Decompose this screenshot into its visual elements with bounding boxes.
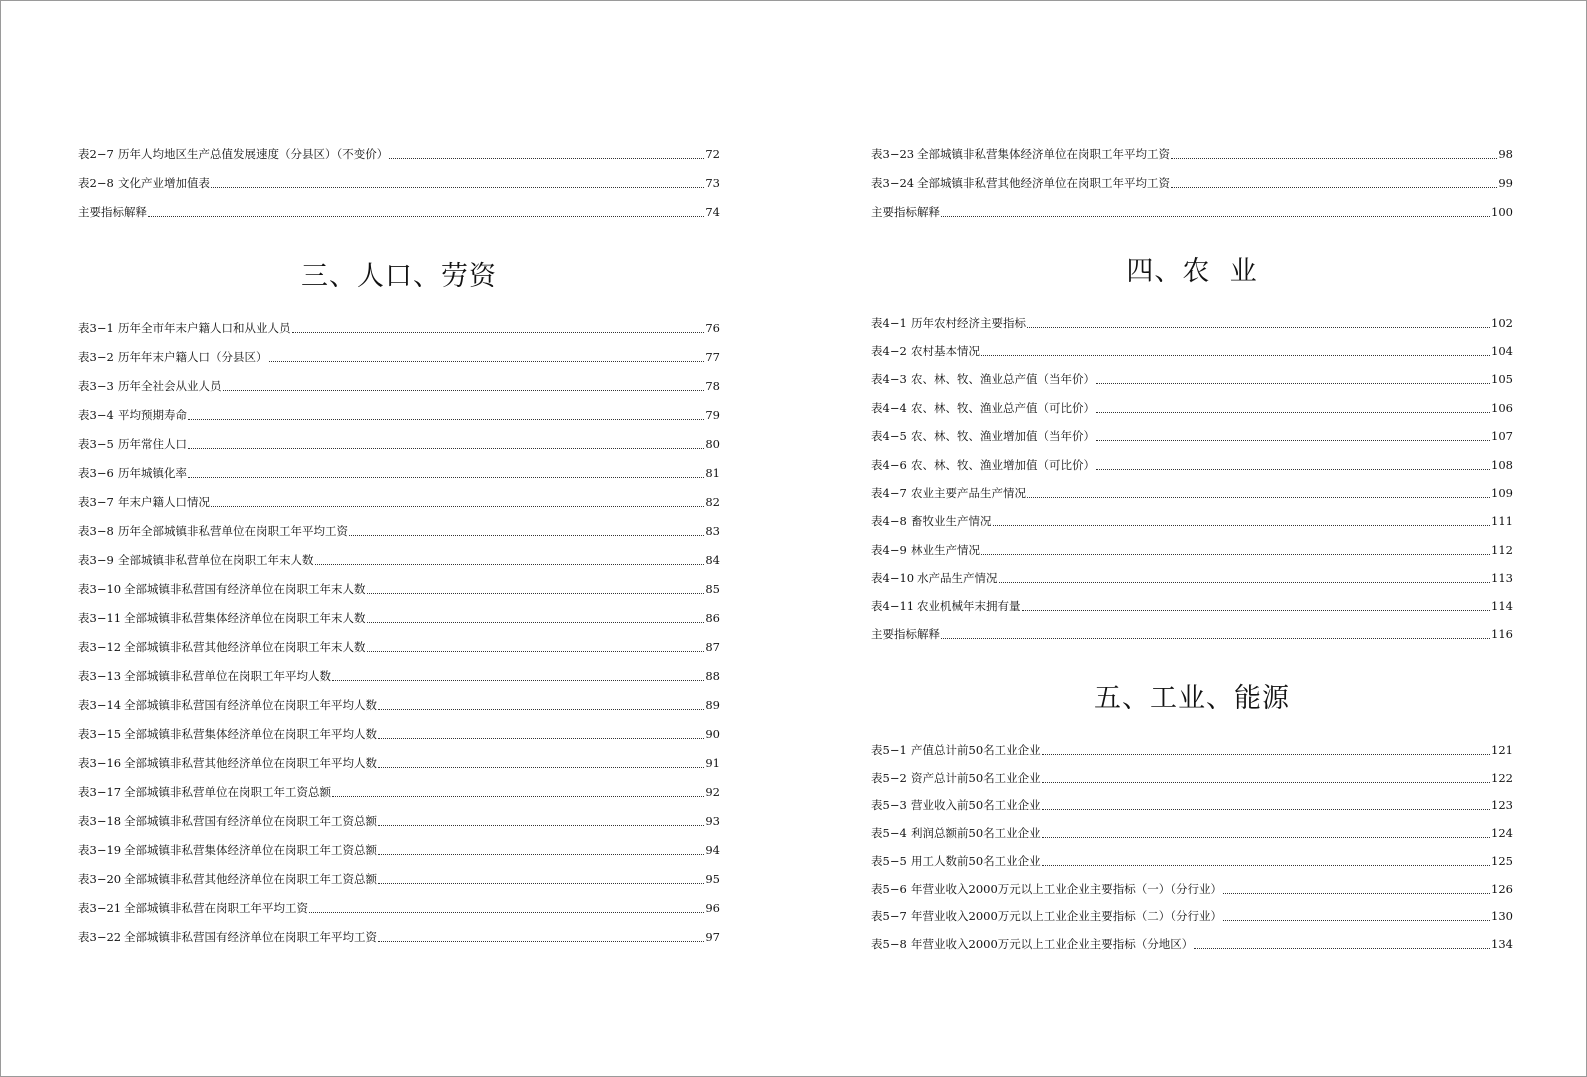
entry-title: 全部城镇非私营集体经济单位在岗职工年末人数 — [124, 611, 366, 625]
entry-code: 表3−9 — [78, 553, 114, 567]
entry-title: 农、林、牧、渔业总产值（当年价） — [911, 372, 1095, 386]
entry-title: 全部城镇非私营在岗职工年平均工资 — [124, 901, 308, 915]
entry-code: 表3−2 — [78, 350, 114, 364]
toc-entry[interactable] — [78, 175, 720, 191]
entry-code: 表3−6 — [78, 466, 114, 480]
entry-title: 林业生产情况 — [911, 543, 980, 557]
entry-title: 全部城镇非私营集体经济单位在岗职工年平均工资 — [917, 147, 1170, 161]
toc-entry[interactable] — [78, 755, 720, 771]
toc-entry[interactable] — [78, 436, 720, 452]
dot-leader — [269, 361, 705, 362]
dot-leader — [1096, 440, 1490, 441]
entry-code: 表2−7 — [78, 147, 114, 161]
toc-entry[interactable] — [78, 349, 720, 365]
entry-code: 表2−8 — [78, 176, 114, 190]
entry-page: 113 — [1491, 571, 1513, 585]
entry-title: 文化产业增加值表 — [118, 176, 210, 190]
toc-entry[interactable] — [78, 668, 720, 684]
dot-leader — [1194, 948, 1490, 949]
entry-page: 114 — [1491, 599, 1513, 613]
dot-leader — [941, 638, 1490, 639]
entry-page: 106 — [1491, 401, 1513, 415]
entry-title: 全部城镇非私营国有经济单位在岗职工年工资总额 — [124, 814, 377, 828]
dot-leader — [378, 941, 704, 942]
toc-entry[interactable] — [78, 204, 720, 220]
entry-title: 年营业收入2000万元以上工业企业主要指标（二）（分行业） — [911, 909, 1223, 923]
section-title-population-labor: 三、人口、劳资 — [301, 261, 497, 292]
toc-entry[interactable] — [78, 523, 720, 539]
entry-page: 121 — [1491, 743, 1513, 757]
toc-entry[interactable] — [78, 900, 720, 916]
entry-code: 表5−6 — [871, 882, 907, 896]
entry-page: 84 — [705, 553, 720, 567]
toc-entry[interactable] — [871, 626, 1513, 642]
entry-page: 116 — [1491, 627, 1513, 641]
toc-entry[interactable] — [871, 343, 1513, 359]
entry-title: 资产总计前50名工业企业 — [911, 771, 1041, 785]
entry-page: 109 — [1491, 486, 1513, 500]
entry-code: 表4−10 — [871, 571, 915, 585]
entry-code: 表3−1 — [78, 321, 114, 335]
dot-leader — [1027, 497, 1490, 498]
entry-code: 表5−3 — [871, 798, 907, 812]
entry-code: 表4−6 — [871, 458, 907, 472]
dot-leader — [315, 564, 705, 565]
dot-leader — [332, 680, 704, 681]
entry-code: 表3−11 — [78, 611, 122, 625]
entry-title: 历年全市年末户籍人口和从业人员 — [118, 321, 291, 335]
entry-page: 83 — [705, 524, 720, 538]
toc-entry[interactable] — [78, 494, 720, 510]
entry-page: 89 — [705, 698, 720, 712]
toc-entry[interactable] — [78, 146, 720, 162]
entry-page: 87 — [705, 640, 720, 654]
section-title-agriculture: 四、农 业 — [1126, 256, 1258, 287]
entry-page: 88 — [705, 669, 720, 683]
entry-page: 77 — [705, 350, 720, 364]
dot-leader — [332, 796, 704, 797]
entry-code: 表4−8 — [871, 514, 907, 528]
entry-page: 99 — [1498, 176, 1513, 190]
entry-page: 96 — [705, 901, 720, 915]
dot-leader — [1223, 893, 1490, 894]
entry-title: 农业主要产品生产情况 — [911, 486, 1026, 500]
entry-title: 历年全部城镇非私营单位在岗职工年平均工资 — [118, 524, 348, 538]
entry-title: 农、林、牧、渔业增加值（当年价） — [911, 429, 1095, 443]
entry-code: 表3−21 — [78, 901, 122, 915]
entry-title: 主要指标解释 — [78, 205, 147, 219]
entry-title: 年营业收入2000万元以上工业企业主要指标（分地区） — [911, 937, 1194, 951]
entry-page: 90 — [705, 727, 720, 741]
toc-entry[interactable] — [871, 881, 1513, 897]
entry-title: 历年城镇化率 — [118, 466, 187, 480]
toc-entry[interactable] — [871, 428, 1513, 444]
toc-entry[interactable] — [78, 552, 720, 568]
entry-code: 表4−11 — [871, 599, 915, 613]
entry-code: 表3−5 — [78, 437, 114, 451]
entry-page: 108 — [1491, 458, 1513, 472]
entry-title: 全部城镇非私营单位在岗职工年工资总额 — [124, 785, 331, 799]
toc-entry[interactable] — [78, 871, 720, 887]
entry-code: 表5−5 — [871, 854, 907, 868]
toc-entry[interactable] — [871, 204, 1513, 220]
dot-leader — [367, 622, 705, 623]
dot-leader — [309, 912, 704, 913]
entry-code: 表5−8 — [871, 937, 907, 951]
dot-leader — [1096, 383, 1490, 384]
dot-leader — [188, 419, 704, 420]
dot-leader — [292, 332, 705, 333]
entry-page: 74 — [705, 205, 720, 219]
toc-entry[interactable] — [871, 570, 1513, 586]
entry-title: 历年农村经济主要指标 — [911, 316, 1026, 330]
entry-title: 年营业收入2000万元以上工业企业主要指标（一）（分行业） — [911, 882, 1223, 896]
toc-entry[interactable] — [871, 175, 1513, 191]
entry-page: 122 — [1491, 771, 1513, 785]
entry-code: 表3−19 — [78, 843, 122, 857]
toc-entry[interactable] — [78, 465, 720, 481]
entry-page: 86 — [705, 611, 720, 625]
entry-page: 72 — [705, 147, 720, 161]
entry-code: 表3−18 — [78, 814, 122, 828]
entry-title: 全部城镇非私营国有经济单位在岗职工年末人数 — [124, 582, 366, 596]
dot-leader — [378, 767, 704, 768]
toc-entry[interactable] — [871, 908, 1513, 924]
dot-leader — [1027, 327, 1490, 328]
dot-leader — [378, 738, 704, 739]
entry-code: 表3−17 — [78, 785, 122, 799]
toc-entry[interactable] — [871, 513, 1513, 529]
entry-title: 水产品生产情况 — [917, 571, 998, 585]
toc-entry[interactable] — [78, 784, 720, 800]
entry-page: 111 — [1491, 514, 1513, 528]
entry-code: 表4−2 — [871, 344, 907, 358]
dot-leader — [993, 525, 1491, 526]
entry-code: 表3−10 — [78, 582, 122, 596]
entry-page: 80 — [705, 437, 720, 451]
entry-page: 125 — [1491, 854, 1513, 868]
entry-code: 表4−4 — [871, 401, 907, 415]
entry-page: 82 — [705, 495, 720, 509]
toc-entry[interactable] — [78, 378, 720, 394]
dot-leader — [211, 187, 704, 188]
dot-leader — [1042, 809, 1490, 810]
entry-title: 利润总额前50名工业企业 — [911, 826, 1041, 840]
entry-title: 产值总计前50名工业企业 — [911, 743, 1041, 757]
entry-code: 表5−2 — [871, 771, 907, 785]
entry-code: 表5−1 — [871, 743, 907, 757]
dot-leader — [1171, 158, 1497, 159]
entry-page: 102 — [1491, 316, 1513, 330]
entry-page: 76 — [705, 321, 720, 335]
dot-leader — [981, 355, 1490, 356]
entry-page: 123 — [1491, 798, 1513, 812]
entry-page: 98 — [1498, 147, 1513, 161]
toc-entry[interactable] — [871, 797, 1513, 813]
dot-leader — [367, 651, 705, 652]
dot-leader — [223, 390, 705, 391]
entry-title: 全部城镇非私营单位在岗职工年平均人数 — [124, 669, 331, 683]
entry-code: 表5−7 — [871, 909, 907, 923]
entry-title: 全部城镇非私营单位在岗职工年末人数 — [118, 553, 314, 567]
entry-code: 表3−20 — [78, 872, 122, 886]
dot-leader — [378, 883, 704, 884]
entry-title: 畜牧业生产情况 — [911, 514, 992, 528]
toc-entry[interactable] — [871, 146, 1513, 162]
toc-entry[interactable] — [871, 770, 1513, 786]
toc-entry[interactable] — [78, 639, 720, 655]
entry-code: 表4−5 — [871, 429, 907, 443]
dot-leader — [378, 709, 704, 710]
entry-page: 81 — [705, 466, 720, 480]
entry-page: 73 — [705, 176, 720, 190]
toc-entry[interactable] — [871, 853, 1513, 869]
toc-entry[interactable] — [871, 598, 1513, 614]
entry-page: 107 — [1491, 429, 1513, 443]
entry-code: 表3−23 — [871, 147, 915, 161]
entry-code: 表4−1 — [871, 316, 907, 330]
entry-code: 表3−12 — [78, 640, 122, 654]
entry-title: 全部城镇非私营其他经济单位在岗职工年平均人数 — [124, 756, 377, 770]
entry-title: 全部城镇非私营国有经济单位在岗职工年平均人数 — [124, 698, 377, 712]
entry-page: 104 — [1491, 344, 1513, 358]
dot-leader — [367, 593, 705, 594]
dot-leader — [999, 582, 1491, 583]
toc-entry[interactable] — [78, 581, 720, 597]
entry-title: 农业机械年末拥有量 — [917, 599, 1021, 613]
entry-page: 85 — [705, 582, 720, 596]
dot-leader — [1042, 865, 1490, 866]
entry-code: 表5−4 — [871, 826, 907, 840]
toc-entry[interactable] — [871, 485, 1513, 501]
toc-entry[interactable] — [871, 315, 1513, 331]
entry-code: 表3−16 — [78, 756, 122, 770]
dot-leader — [1096, 469, 1490, 470]
entry-code: 表3−3 — [78, 379, 114, 393]
entry-page: 94 — [705, 843, 720, 857]
toc-entry[interactable] — [871, 542, 1513, 558]
entry-code: 表3−7 — [78, 495, 114, 509]
entry-title: 年末户籍人口情况 — [118, 495, 210, 509]
toc-entry[interactable] — [78, 726, 720, 742]
entry-page: 126 — [1491, 882, 1513, 896]
entry-page: 93 — [705, 814, 720, 828]
entry-title: 全部城镇非私营其他经济单位在岗职工年工资总额 — [124, 872, 377, 886]
entry-code: 表3−24 — [871, 176, 915, 190]
toc-entry[interactable] — [78, 697, 720, 713]
dot-leader — [188, 448, 704, 449]
entry-title: 全部城镇非私营集体经济单位在岗职工年平均人数 — [124, 727, 377, 741]
dot-leader — [148, 216, 704, 217]
dot-leader — [1223, 920, 1490, 921]
entry-page: 124 — [1491, 826, 1513, 840]
toc-entry[interactable] — [871, 936, 1513, 952]
entry-page: 134 — [1491, 937, 1513, 951]
entry-page: 100 — [1491, 205, 1513, 219]
entry-title: 历年全社会从业人员 — [118, 379, 222, 393]
entry-code: 表3−4 — [78, 408, 114, 422]
toc-entry[interactable] — [871, 371, 1513, 387]
entry-page: 97 — [705, 930, 720, 944]
entry-code: 表3−8 — [78, 524, 114, 538]
entry-title: 用工人数前50名工业企业 — [911, 854, 1041, 868]
entry-code: 表4−7 — [871, 486, 907, 500]
entry-title: 全部城镇非私营集体经济单位在岗职工年工资总额 — [124, 843, 377, 857]
dot-leader — [349, 535, 704, 536]
entry-title: 农、林、牧、渔业总产值（可比价） — [911, 401, 1095, 415]
entry-code: 表3−15 — [78, 727, 122, 741]
toc-entry[interactable] — [871, 457, 1513, 473]
entry-title: 全部城镇非私营其他经济单位在岗职工年末人数 — [124, 640, 366, 654]
dot-leader — [941, 216, 1490, 217]
toc-entry[interactable] — [78, 320, 720, 336]
dot-leader — [981, 554, 1490, 555]
entry-title: 营业收入前50名工业企业 — [911, 798, 1041, 812]
dot-leader — [1096, 412, 1490, 413]
entry-page: 92 — [705, 785, 720, 799]
entry-title: 农村基本情况 — [911, 344, 980, 358]
dot-leader — [1042, 837, 1490, 838]
toc-entry[interactable] — [871, 825, 1513, 841]
entry-page: 105 — [1491, 372, 1513, 386]
entry-title: 全部城镇非私营国有经济单位在岗职工年平均工资 — [124, 930, 377, 944]
entry-code: 表4−3 — [871, 372, 907, 386]
section-title-industry-energy: 五、工业、能源 — [1094, 683, 1290, 714]
entry-title: 历年常住人口 — [118, 437, 187, 451]
entry-code: 表3−22 — [78, 930, 122, 944]
dot-leader — [378, 854, 704, 855]
entry-page: 78 — [705, 379, 720, 393]
entry-code: 表3−14 — [78, 698, 122, 712]
dot-leader — [389, 158, 704, 159]
entry-code: 表4−9 — [871, 543, 907, 557]
toc-entry[interactable] — [871, 400, 1513, 416]
toc-entry[interactable] — [78, 610, 720, 626]
entry-page: 79 — [705, 408, 720, 422]
toc-entry[interactable] — [871, 742, 1513, 758]
dot-leader — [1042, 782, 1490, 783]
entry-page: 91 — [705, 756, 720, 770]
entry-title: 平均预期寿命 — [118, 408, 187, 422]
dot-leader — [1171, 187, 1497, 188]
toc-entry[interactable] — [78, 929, 720, 945]
toc-entry[interactable] — [78, 813, 720, 829]
entry-code: 表3−13 — [78, 669, 122, 683]
entry-page: 95 — [705, 872, 720, 886]
entry-page: 112 — [1491, 543, 1513, 557]
toc-entry[interactable] — [78, 407, 720, 423]
dot-leader — [188, 477, 704, 478]
entry-title: 主要指标解释 — [871, 627, 940, 641]
dot-leader — [211, 506, 704, 507]
entry-title: 历年年末户籍人口（分县区） — [118, 350, 268, 364]
entry-page: 130 — [1491, 909, 1513, 923]
dot-leader — [378, 825, 704, 826]
dot-leader — [1022, 610, 1491, 611]
entry-title: 主要指标解释 — [871, 205, 940, 219]
entry-title: 历年人均地区生产总值发展速度（分县区）（不变价） — [118, 147, 389, 161]
toc-entry[interactable] — [78, 842, 720, 858]
dot-leader — [1042, 754, 1490, 755]
entry-title: 全部城镇非私营其他经济单位在岗职工年平均工资 — [917, 176, 1170, 190]
entry-title: 农、林、牧、渔业增加值（可比价） — [911, 458, 1095, 472]
